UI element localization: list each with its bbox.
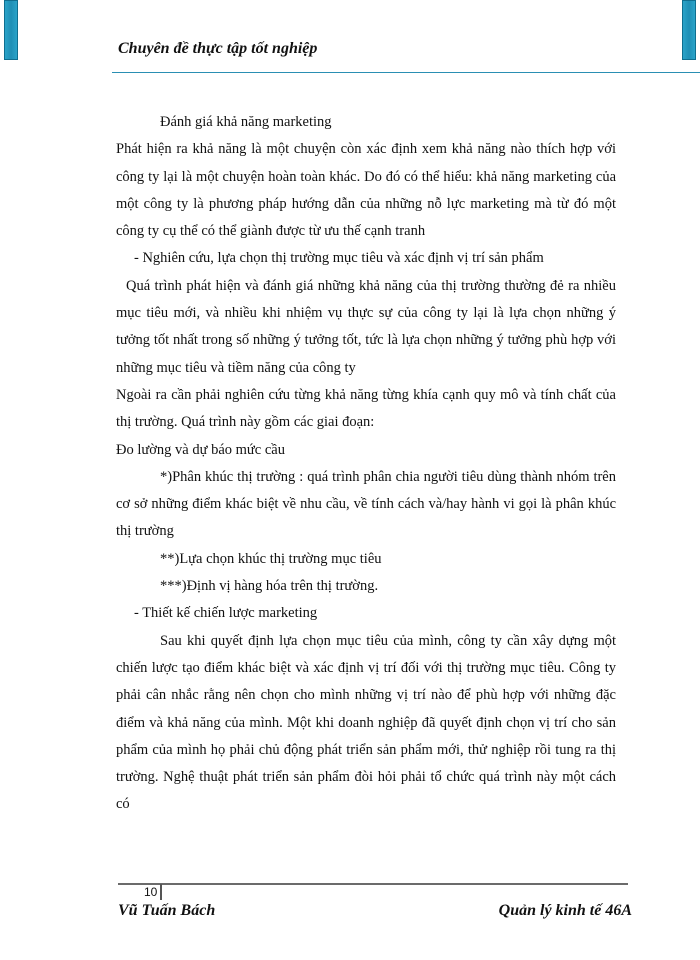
header-title: Chuyên đề thực tập tốt nghiệp: [118, 40, 318, 57]
left-decorative-bar: [4, 0, 18, 60]
page-body: [116, 109, 616, 819]
right-decorative-bar: [682, 0, 696, 60]
page-number-separator: [160, 884, 162, 900]
footer-author: Vũ Tuấn Bách: [118, 902, 216, 919]
header-divider: [112, 72, 700, 73]
paragraph-marketing-capability: Phát hiện ra khả năng là một chuyện còn xác định xem khả năng nào thích hợp với công ty lại là một chuyện hoàn toàn khác. Do đó có thể hiểu: khả năng marketing của một công ty là phương pháp hướng dẫn của những nỗ lực marketing mà từ đó một công ty cụ thể có thể giành được từ ưu thế cạnh tranh: [116, 141, 616, 240]
section-heading: Đánh giá khả năng marketing: [160, 114, 332, 130]
paragraph-demand-forecast: Đo lường và dự báo mức cầu: [116, 441, 285, 458]
bullet-marketing-strategy: - Thiết kế chiến lược marketing: [134, 605, 318, 622]
bullet-market-research: - Nghiên cứu, lựa chọn thị trường mục tiêu và xác định vị trí sản phẩm: [134, 250, 544, 267]
page-number: 10: [144, 885, 158, 899]
footer-divider: [118, 883, 628, 885]
paragraph-positioning: ***)Định vị hàng hóa trên thị trường.: [160, 578, 379, 595]
paragraph-target-selection: **)Lựa chọn khúc thị trường mục tiêu: [160, 550, 382, 567]
paragraph-discovery-process: Quá trình phát hiện và đánh giá những khả năng của thị trường thường đẻ ra nhiều mục tiêu mới, và nhiều khi nhiệm vụ thực sự của công ty lại là lựa chọn những ý tưởng tốt nhất trong số những ý tưởng tốt, tức là lựa chọn những ý tưởng phù hợp với những mục tiêu và tiềm năng của công ty: [116, 277, 616, 376]
paragraph-research-stages: Ngoài ra cần phải nghiên cứu từng khả năng từng khía cạnh quy mô và tính chất của thị trường. Quá trình này gồm các giai đoạn:: [116, 386, 616, 431]
paragraph-strategy-design: Sau khi quyết định lựa chọn mục tiêu của mình, công ty cần xây dựng một chiến lược tạo điểm khác biệt và xác định vị trí đối với thị trường mục tiêu. Công ty phải cân nhắc rằng nên chọn cho mình những vị trí nào để phù hợp với những đặc điểm và khả năng của mình. Một khi doanh nghiệp đã quyết định chọn vị trí cho sản phẩm của mình họ phải chủ động phát triển sản phẩm mới, thử nghiệp rồi tung ra thị trường. Nghệ thuật phát triển sản phẩm đòi hỏi phải tổ chức quá trình này một cách có: [116, 632, 616, 813]
paragraph-segmentation: *)Phân khúc thị trường : quá trình phân chia người tiêu dùng thành nhóm trên cơ sở những điểm khác biệt về nhu cầu, về tính cách và/hay hành vi gọi là phân khúc thị trường: [116, 468, 616, 540]
footer-program: Quản lý kinh tế 46A: [498, 902, 632, 919]
